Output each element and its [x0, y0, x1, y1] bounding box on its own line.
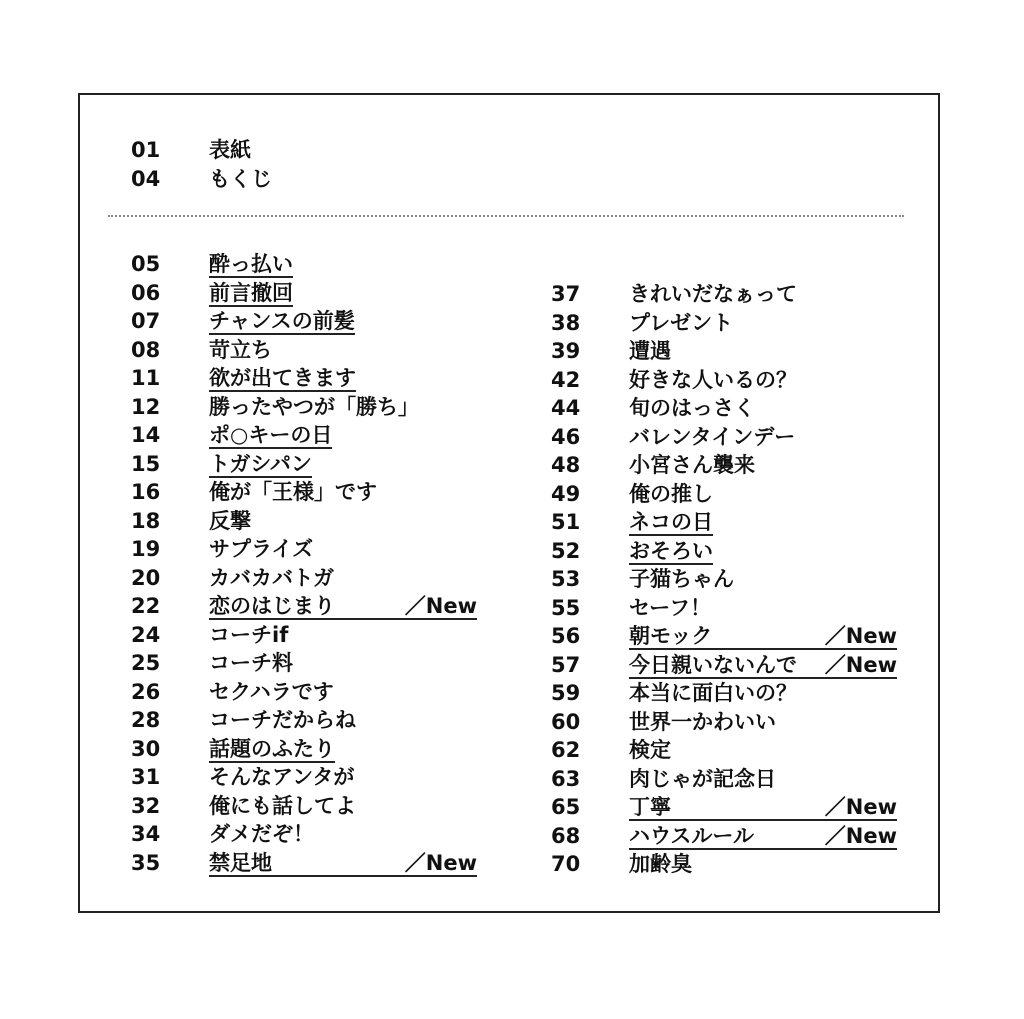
page-number: 15	[131, 451, 161, 476]
new-badge: ／New	[824, 823, 897, 848]
chapter-title-text: 欲が出てきます	[209, 366, 356, 390]
chapter-title	[629, 309, 733, 337]
page-number: 49	[551, 481, 581, 506]
chapter-title	[629, 708, 776, 736]
page-number: 05	[131, 252, 161, 276]
chapter-title-text: 小宮さん襲来	[629, 453, 755, 477]
new-badge: ／New	[404, 850, 477, 875]
chapter-title-text: 肉じゃが記念日	[629, 766, 776, 791]
chapter-title	[209, 336, 272, 364]
page-number: 63	[551, 766, 581, 791]
page-number: 07	[131, 309, 161, 333]
chapter-title	[629, 537, 713, 565]
chapter-title	[629, 822, 897, 850]
chapter-title-text: ハウスルール	[629, 823, 754, 848]
page-number: 46	[551, 424, 581, 449]
page-number: 01	[131, 138, 161, 162]
chapter-title-text: 丁寧	[629, 795, 671, 819]
chapter-title-text: 酔っ払い	[209, 252, 293, 276]
new-badge: ／New	[404, 594, 477, 618]
chapter-title	[209, 621, 288, 649]
chapter-title	[209, 735, 335, 763]
chapter-title-text: 表紙	[209, 138, 251, 162]
chapter-title	[629, 765, 776, 793]
chapter-title-text: セーフ！	[629, 595, 712, 620]
chapter-title	[629, 337, 671, 365]
chapter-title	[209, 165, 272, 193]
page-number: 55	[551, 595, 581, 620]
chapter-title-text: コーチif	[209, 622, 289, 647]
page-number: 65	[551, 795, 581, 819]
chapter-title-text: 反撃	[209, 508, 251, 533]
page-number: 32	[131, 793, 161, 818]
page-number: 62	[551, 738, 581, 762]
chapter-title-text: 勝ったやつが「勝ち」	[209, 394, 419, 419]
chapter-title-text: 恋のはじまり	[209, 594, 335, 618]
chapter-title	[209, 592, 477, 620]
chapter-title	[209, 136, 251, 164]
dotted-divider	[108, 215, 904, 217]
chapter-title-text: 世界一かわいい	[629, 709, 776, 734]
chapter-title-text: 好きな人いるの？	[629, 367, 797, 392]
page-number: 06	[131, 280, 161, 305]
page-number: 56	[551, 624, 581, 648]
page-number: 37	[551, 282, 581, 306]
page-number: 14	[131, 423, 161, 447]
page-number: 52	[551, 538, 581, 563]
chapter-title	[209, 820, 314, 848]
new-badge: ／New	[824, 624, 897, 648]
chapter-title-text: 俺の推し	[629, 481, 713, 506]
chapter-title	[629, 793, 897, 821]
chapter-title	[209, 564, 334, 592]
chapter-title	[629, 622, 897, 650]
page-number: 38	[551, 310, 581, 335]
chapter-title-text: サプライズ	[209, 537, 314, 561]
page-number: 59	[551, 681, 581, 705]
chapter-title	[209, 763, 354, 791]
chapter-title-text: 今日親いないんで	[629, 652, 797, 677]
chapter-title-text: 前言撤回	[209, 280, 293, 305]
page-number: 19	[131, 537, 161, 561]
chapter-title-text: 遭遇	[629, 339, 671, 363]
page-number: 26	[131, 679, 161, 704]
chapter-title	[629, 480, 713, 508]
chapter-title	[209, 649, 293, 677]
chapter-title-text: チャンスの前髪	[209, 309, 355, 333]
chapter-title	[629, 394, 755, 422]
chapter-title	[209, 792, 356, 820]
chapter-title-text: セクハラです	[209, 679, 334, 704]
page-number: 60	[551, 709, 581, 734]
chapter-title	[629, 508, 713, 536]
chapter-title-text: バレンタインデー	[629, 424, 796, 449]
page-number: 35	[131, 850, 161, 875]
chapter-title-text: 加齢臭	[629, 852, 692, 876]
chapter-title	[629, 565, 734, 593]
chapter-title-text: コーチだからね	[209, 708, 356, 732]
chapter-title-text: 話題のふたり	[209, 736, 335, 761]
chapter-title-text: ダメだぞ！	[209, 822, 314, 846]
page-number: 30	[131, 736, 161, 761]
chapter-title-text: 朝モック	[629, 624, 713, 648]
new-badge: ／New	[824, 652, 897, 677]
chapter-title	[629, 651, 897, 679]
page-number: 51	[551, 510, 581, 534]
chapter-title-text: トガシパン	[209, 451, 312, 476]
chapter-title	[629, 736, 671, 764]
chapter-title-text: おそろい	[629, 538, 713, 563]
chapter-title-text: 俺にも話してよ	[209, 793, 356, 818]
page-number: 12	[131, 394, 161, 419]
page-number: 42	[551, 367, 581, 392]
chapter-title	[629, 451, 755, 479]
chapter-title	[209, 478, 377, 506]
chapter-title-text: プレゼント	[629, 310, 734, 335]
page-number: 22	[131, 594, 161, 618]
chapter-title	[209, 507, 251, 535]
chapter-title	[209, 250, 293, 278]
chapter-title-text: カバカバトガ	[209, 565, 334, 590]
page-number: 20	[131, 565, 161, 590]
page-number: 70	[551, 852, 581, 876]
chapter-title	[629, 594, 711, 622]
chapter-title	[209, 421, 332, 449]
new-badge: ／New	[824, 795, 897, 819]
page-number: 68	[551, 823, 581, 848]
chapter-title	[629, 423, 795, 451]
page-number: 11	[131, 366, 161, 390]
page-number: 25	[131, 651, 161, 675]
chapter-title-text: 旬のはっさく	[629, 396, 755, 420]
chapter-title	[629, 366, 797, 394]
chapter-title	[209, 535, 313, 563]
chapter-title	[629, 850, 692, 878]
chapter-title	[209, 279, 293, 307]
page-number: 16	[131, 480, 161, 504]
page-number: 57	[551, 652, 581, 677]
chapter-title-text: 苛立ち	[209, 337, 272, 362]
chapter-title	[209, 393, 419, 421]
page-number: 31	[131, 765, 161, 789]
page-number: 53	[551, 567, 581, 591]
chapter-title	[209, 307, 355, 335]
chapter-title-text: ネコの日	[629, 510, 713, 534]
page-number: 18	[131, 508, 161, 533]
chapter-title-text: 検定	[629, 738, 671, 762]
chapter-title	[209, 450, 312, 478]
page-number: 34	[131, 822, 161, 846]
chapter-title-text: 本当に面白いの？	[629, 681, 797, 705]
page-number: 24	[131, 622, 161, 647]
chapter-title-text: 俺が「王様」です	[209, 480, 377, 504]
page-number: 04	[131, 167, 161, 191]
chapter-title	[209, 706, 356, 734]
chapter-title-text: きれいだなぁって	[629, 282, 797, 306]
chapter-title	[629, 679, 797, 707]
chapter-title-text: そんなアンタが	[209, 765, 355, 789]
chapter-title	[209, 849, 477, 877]
page-number: 39	[551, 339, 581, 363]
chapter-title	[209, 364, 356, 392]
page-number: 44	[551, 396, 581, 420]
chapter-title-text: 禁足地	[209, 850, 272, 875]
chapter-title-text: コーチ料	[209, 651, 293, 675]
chapter-title	[629, 280, 797, 308]
chapter-title-text: 子猫ちゃん	[629, 567, 734, 591]
chapter-title	[209, 678, 334, 706]
page-number: 08	[131, 337, 161, 362]
chapter-title-text: もくじ	[209, 167, 272, 191]
page-number: 28	[131, 708, 161, 732]
page-number: 48	[551, 453, 581, 477]
chapter-title-text: ポ○キーの日	[209, 423, 333, 447]
